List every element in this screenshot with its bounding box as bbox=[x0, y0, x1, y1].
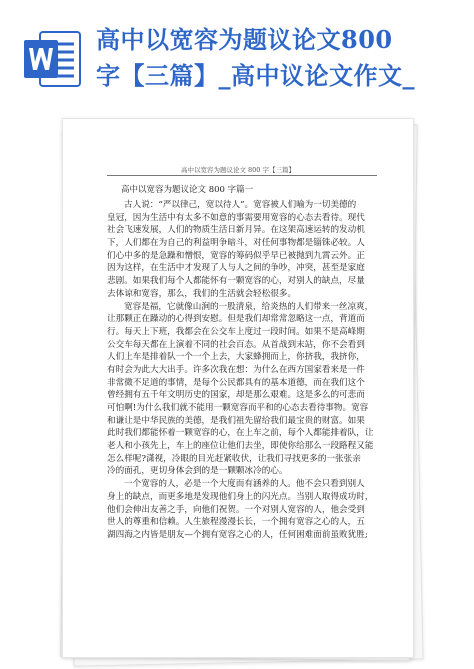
text-line: 因为这样，在生活中才发现了人与人之间的争吵，冲突，甚至是家庭 bbox=[107, 263, 365, 274]
text-line: 可怕啊!为什么我们就不能用一颗宽容而平和的心态去看待事物。宽容 bbox=[107, 403, 369, 413]
text-line: 一个宽容的人，必是一个大度而有涵养的人。他不会只看到别人 bbox=[124, 479, 365, 490]
document-page bbox=[62, 118, 414, 658]
text-line: 冷的面孔，更切身体会到的是一颗颗冰冷的心。 bbox=[107, 466, 288, 477]
running-header: 高中以宽容为题议论文 800 字【三篇】 bbox=[180, 166, 296, 174]
header-divider bbox=[107, 175, 377, 176]
text-line: 人们上车是排着队一个一个上去，大家蜂拥而上，你挤我，我挤你， bbox=[107, 352, 365, 363]
text-line: 和谦让是中华民族的美德，是我们祖先留给我们最宝贵的财富。如果 bbox=[107, 415, 365, 426]
text-line: 让那颗正在躁动的心得到安慰。但是我们却常常忽略这一点，背道而 bbox=[107, 314, 365, 325]
text-line: 曾经拥有五千年文明历史的国家，却是那么艰难。这是多么的可悲而 bbox=[107, 390, 365, 401]
document-title bbox=[96, 22, 466, 94]
text-line: 去体谅和宽容，那么，我们的生活就会轻松很多。 bbox=[107, 288, 297, 299]
title-line-2: 字【三篇】_高中议论文作文_ bbox=[96, 61, 415, 90]
text-line: 行。每天上下班，我都会在公交车上度过一段时间。如果不是高峰期 bbox=[107, 326, 365, 337]
document-preview bbox=[62, 118, 418, 663]
text-line: 下，人们都在为自己的利益明争暗斗，对任何事物都是锱铢必较。人 bbox=[107, 238, 365, 249]
title-line-1: 高中以宽容为题议论文800 bbox=[96, 25, 393, 54]
page-header bbox=[0, 0, 474, 110]
text-line: 老人和小孩先上，车上的座位让他们去坐，即使你给那么一段路程又能 bbox=[107, 441, 374, 452]
text-line: 世人的尊重和信赖。人生旅程漫漫长长，一个拥有宽容之心的人，五 bbox=[107, 517, 365, 528]
text-line: 公交车每天都在上演着不同的社会百态。从首战到末站，你不会看到 bbox=[107, 339, 365, 350]
text-line: 有时会为此大大出手。许多次我在想：为什么在西方国家看来是一件 bbox=[107, 364, 365, 375]
body-text bbox=[107, 199, 383, 542]
text-line: 湖四海之内皆是朋友—个拥有宽容之心的人，任何困难面前虽败犹胜; bbox=[107, 529, 368, 540]
text-line: 宽容是福，它就像山涧的一股清泉，给炎热的人们带来一丝凉爽， bbox=[124, 301, 374, 312]
text-line: 皇冠，因为生活中有太多不如意的事需要用宽容的心态去看待。现代 bbox=[107, 212, 365, 223]
text-line: 怎么样呢?潇视，冷眼的目光赶紧收伏，让我们寻找更多的一张张亲 bbox=[107, 453, 361, 464]
text-line: 他们会伸出友善之手，向他们祝贺。一个对别人宽容的人，他会受到 bbox=[107, 504, 365, 515]
text-line: 悲剧。如果我们每个人都能怀有一颗宽容的心，对别人的缺点，尽量 bbox=[107, 276, 365, 287]
text-line: 古人说：“严以律己，宽以待人”。宽容被人们喻为一切美德的 bbox=[124, 200, 357, 210]
text-line: 此时我们都能怀着一颗宽容的心，在上车之前，每个人都能排着队，让 bbox=[107, 428, 374, 439]
text-line: 非常微不足道的事情，是每个公民都具有的基本道德，而在我们这个 bbox=[107, 377, 365, 388]
text-line: 社会飞速发展，人们的物质生活日新月异。在这架高速运转的发动机 bbox=[107, 225, 365, 236]
section-heading: 高中以宽容为题议论文 800 字篇一 bbox=[121, 185, 254, 195]
text-line: 身上的缺点，而更多地是发现他们身上的闪光点。当别人取得成功时， bbox=[107, 491, 374, 502]
word-document-icon bbox=[22, 28, 84, 90]
text-line: 们心中多的是急躁和憎恨，宽容的筹码似乎早已被抛到九霄云外。正 bbox=[107, 250, 365, 261]
